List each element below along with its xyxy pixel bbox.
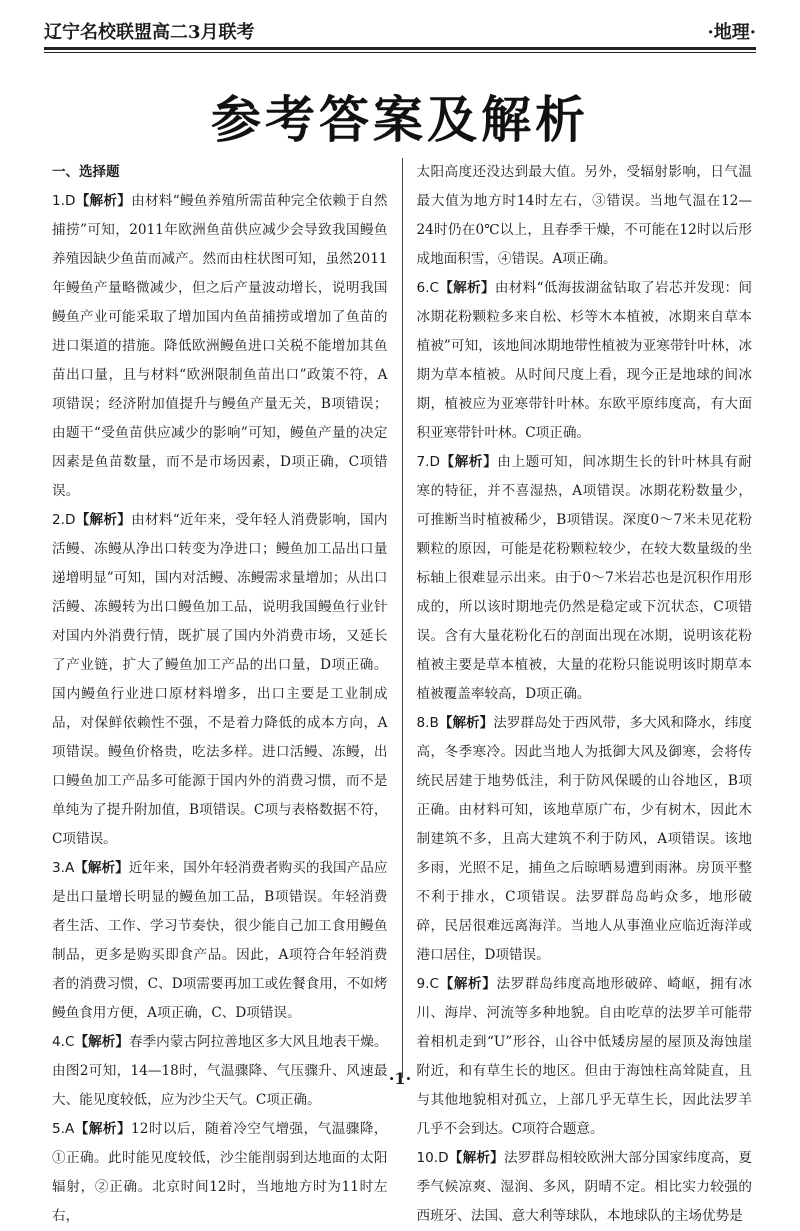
analysis-tag: 【解析】 [75,193,132,209]
analysis-tag: 【解析】 [74,1121,132,1137]
answer-item [52,854,388,1028]
analysis-text: 法罗群岛纬度高地形破碎、崎岖，拥有冰川、海岸、河流等多种地貌。自由吃草的法罗羊可能带着相机走到“U”形谷，山谷中低矮房屋的屋顶及海蚀崖附近，和有草生长的地区。但由于海蚀柱高耸陡直，且与其他地貌相对孤立，上部几乎无草生长，因此法罗羊几乎不会到达。C项符合题意。 [416,976,753,1137]
analysis-text: 法罗群岛相较欧洲大部分国家纬度高，夏季气候凉爽、湿润、多风，阴晴不定。相比实力较强的西班牙、法国、意大利等球队，本地球队的主场优势是 [416,1150,753,1224]
page-header [44,10,756,44]
answer-number: 5.A [52,1121,75,1137]
header-exam-name: 辽宁名校联盟高二3月联考 [44,22,255,43]
analysis-tag: 【解析】 [74,1034,129,1050]
analysis-text: 由材料“近年来，受年轻人消费影响，国内活鳗、冻鳗从净出口转变为净进口；鳗鱼加工品出口量递增明显”可知，国内对活鳗、冻鳗需求量增加；从出口活鳗、冻鳗转为出口鳗鱼加工品，说明我国鳗鱼行业针对国内外消费行情，既扩展了国内外消费市场，又延长了产业链，扩大了鳗鱼加工产品的出口量，D项正确。国内鳗鱼行业进口原材料增多，出口主要是工业制成品，对保鲜依赖性不强，不是着力降低的成本方向，A项错误。鳗鱼价格贵，吃法多样。进口活鳗、冻鳗，出口鳗鱼加工产品多可能源于国内外的消费习惯，而不是单纯为了提升附加值，B项错误。C项与表格数据不符，C项错误。 [52,512,388,847]
header-subject: ·地理· [707,22,756,43]
page-number: ·1· [388,1069,412,1088]
header-rule-thin [44,52,756,53]
answer-number: 9.C [416,976,439,992]
analysis-text: 太阳高度还没达到最大值。另外，受辐射影响，日气温最大值为地方时14时左右，③错误。当地气温在12—24时仍在0℃以上，且春季干燥，不可能在12时以后形成地面积雪，④错误。A项正确。 [416,164,752,267]
answer-item [52,506,388,854]
answer-item [52,1115,388,1231]
analysis-text: 法罗群岛处于西风带，多大风和降水，纬度高，冬季寒冷。因此当地人为抵御大风及御寒，会将传统民居建于地势低洼，利于防风保暖的山谷地区，B项正确。由材料可知，该地草原广布，少有树木，因此木制建筑不多，且高大建筑不利于防风，A项错误。该地多雨，光照不足，捕鱼之后晾晒易遭到雨淋。房顶平整不利于排水，C项错误。法罗群岛岛屿众多，地形破碎，民居很难远离海洋。当地人从事渔业应临近海洋或港口居住，D项错误。 [416,715,753,963]
page-title: 参考答案及解析 [211,91,589,149]
answer-item [52,187,388,506]
answer-number: 4.C [52,1034,75,1050]
analysis-text: 由上题可知，间冰期生长的针叶林具有耐寒的特征，并不喜湿热，A项错误。冰期花粉数量少，可推断当时植被稀少，B项错误。深度0～7米未见花粉颗粒的原因，可能是花粉颗粒较少，在较大数量级的坐标轴上很难显示出来。由于0～7米岩芯也是沉积作用形成的，所以该时期地壳仍然是稳定或下沉状态，C项错误。含有大量花粉化石的剖面出现在冰期，说明该花粉植被主要是草本植被，大量的花粉只能说明该时期草本植被覆盖率较高，D项正确。 [416,454,753,702]
section-title: 一、选择题 [52,164,120,180]
analysis-tag: 【解析】 [74,860,129,876]
answer-columns [52,158,753,1224]
answer-item [417,970,753,1144]
analysis-tag: 【解析】 [439,454,498,470]
analysis-text: 12时以后，随着冷空气增强，气温骤降，①正确。此时能见度较低，沙尘能削弱到达地面的太阳辐射，②正确。北京时间12时，当地地方时为11时左右， [52,1121,388,1224]
analysis-text: 春季内蒙古阿拉善地区多大风且地表干燥。由图2可知，14—18时，气温骤降、气压骤升、风速最大、能见度较低，应为沙尘天气。C项正确。 [52,1034,388,1108]
answer-number: 3.A [52,860,75,876]
answer-number: 6.C [416,280,439,296]
answer-number: 10.D [416,1150,449,1166]
analysis-text: 近年来，国外年轻消费者购买的我国产品应是出口量增长明显的鳗鱼加工品，B项错误。年轻消费者生活、工作、学习节奏快，很少能自己加工食用鳗鱼制品，更多是购买即食产品。因此，A项符合年轻消费者的消费习惯，C、D项需要再加工或佐餐食用，不如烤鳗鱼食用方便，A项正确，C、D项错误。 [52,860,388,1021]
answer-number: 8.B [416,715,439,731]
analysis-tag: 【解析】 [438,715,494,731]
header-rule [44,47,756,50]
column-divider [402,158,403,1078]
answer-item [417,709,753,970]
right-column [416,158,753,1224]
analysis-tag: 【解析】 [438,976,497,992]
answer-item [417,274,753,448]
answer-number: 1.D [52,193,76,209]
answer-number: 7.D [416,454,440,470]
analysis-tag: 【解析】 [75,512,132,528]
answer-item [417,158,753,274]
left-column [52,158,388,1224]
answer-number: 2.D [52,512,76,528]
analysis-tag: 【解析】 [448,1150,504,1166]
analysis-text: 由材料“鳗鱼养殖所需苗种完全依赖于自然捕捞”可知，2011年欧洲鱼苗供应减少会导致我国鳗鱼养殖因缺少鱼苗而减产。然而由柱状图可知，虽然2011年鳗鱼产量略微减少，但之后产量波动增长，说明我国鳗鱼产业可能采取了增加国内鱼苗捕捞或增加了鱼苗的进口渠道的措施。降低欧洲鳗鱼进口关税不能增加其鱼苗出口量，且与材料“欧洲限制鱼苗出口”政策不符，A项错误；经济附加值提升与鳗鱼产量无关，B项错误；由题干“受鱼苗供应减少的影响”可知，鳗鱼产量的决定因素是鱼苗数量，而不是市场因素，D项正确，C项错误。 [52,193,388,499]
answer-item [417,1144,753,1231]
answer-item [417,448,753,709]
analysis-text: 由材料“低海拔湖盆钻取了岩芯并发现：间冰期花粉颗粒多来自松、杉等木本植被，冰期来自草本植被”可知，该地间冰期地带性植被为亚寒带针叶林，冰期为草本植被。从时间尺度上看，现今正是地球的间冰期，植被应为亚寒带针叶林。东欧平原纬度高，有大面积亚寒带针叶林。C项正确。 [416,280,753,441]
analysis-tag: 【解析】 [438,280,495,296]
